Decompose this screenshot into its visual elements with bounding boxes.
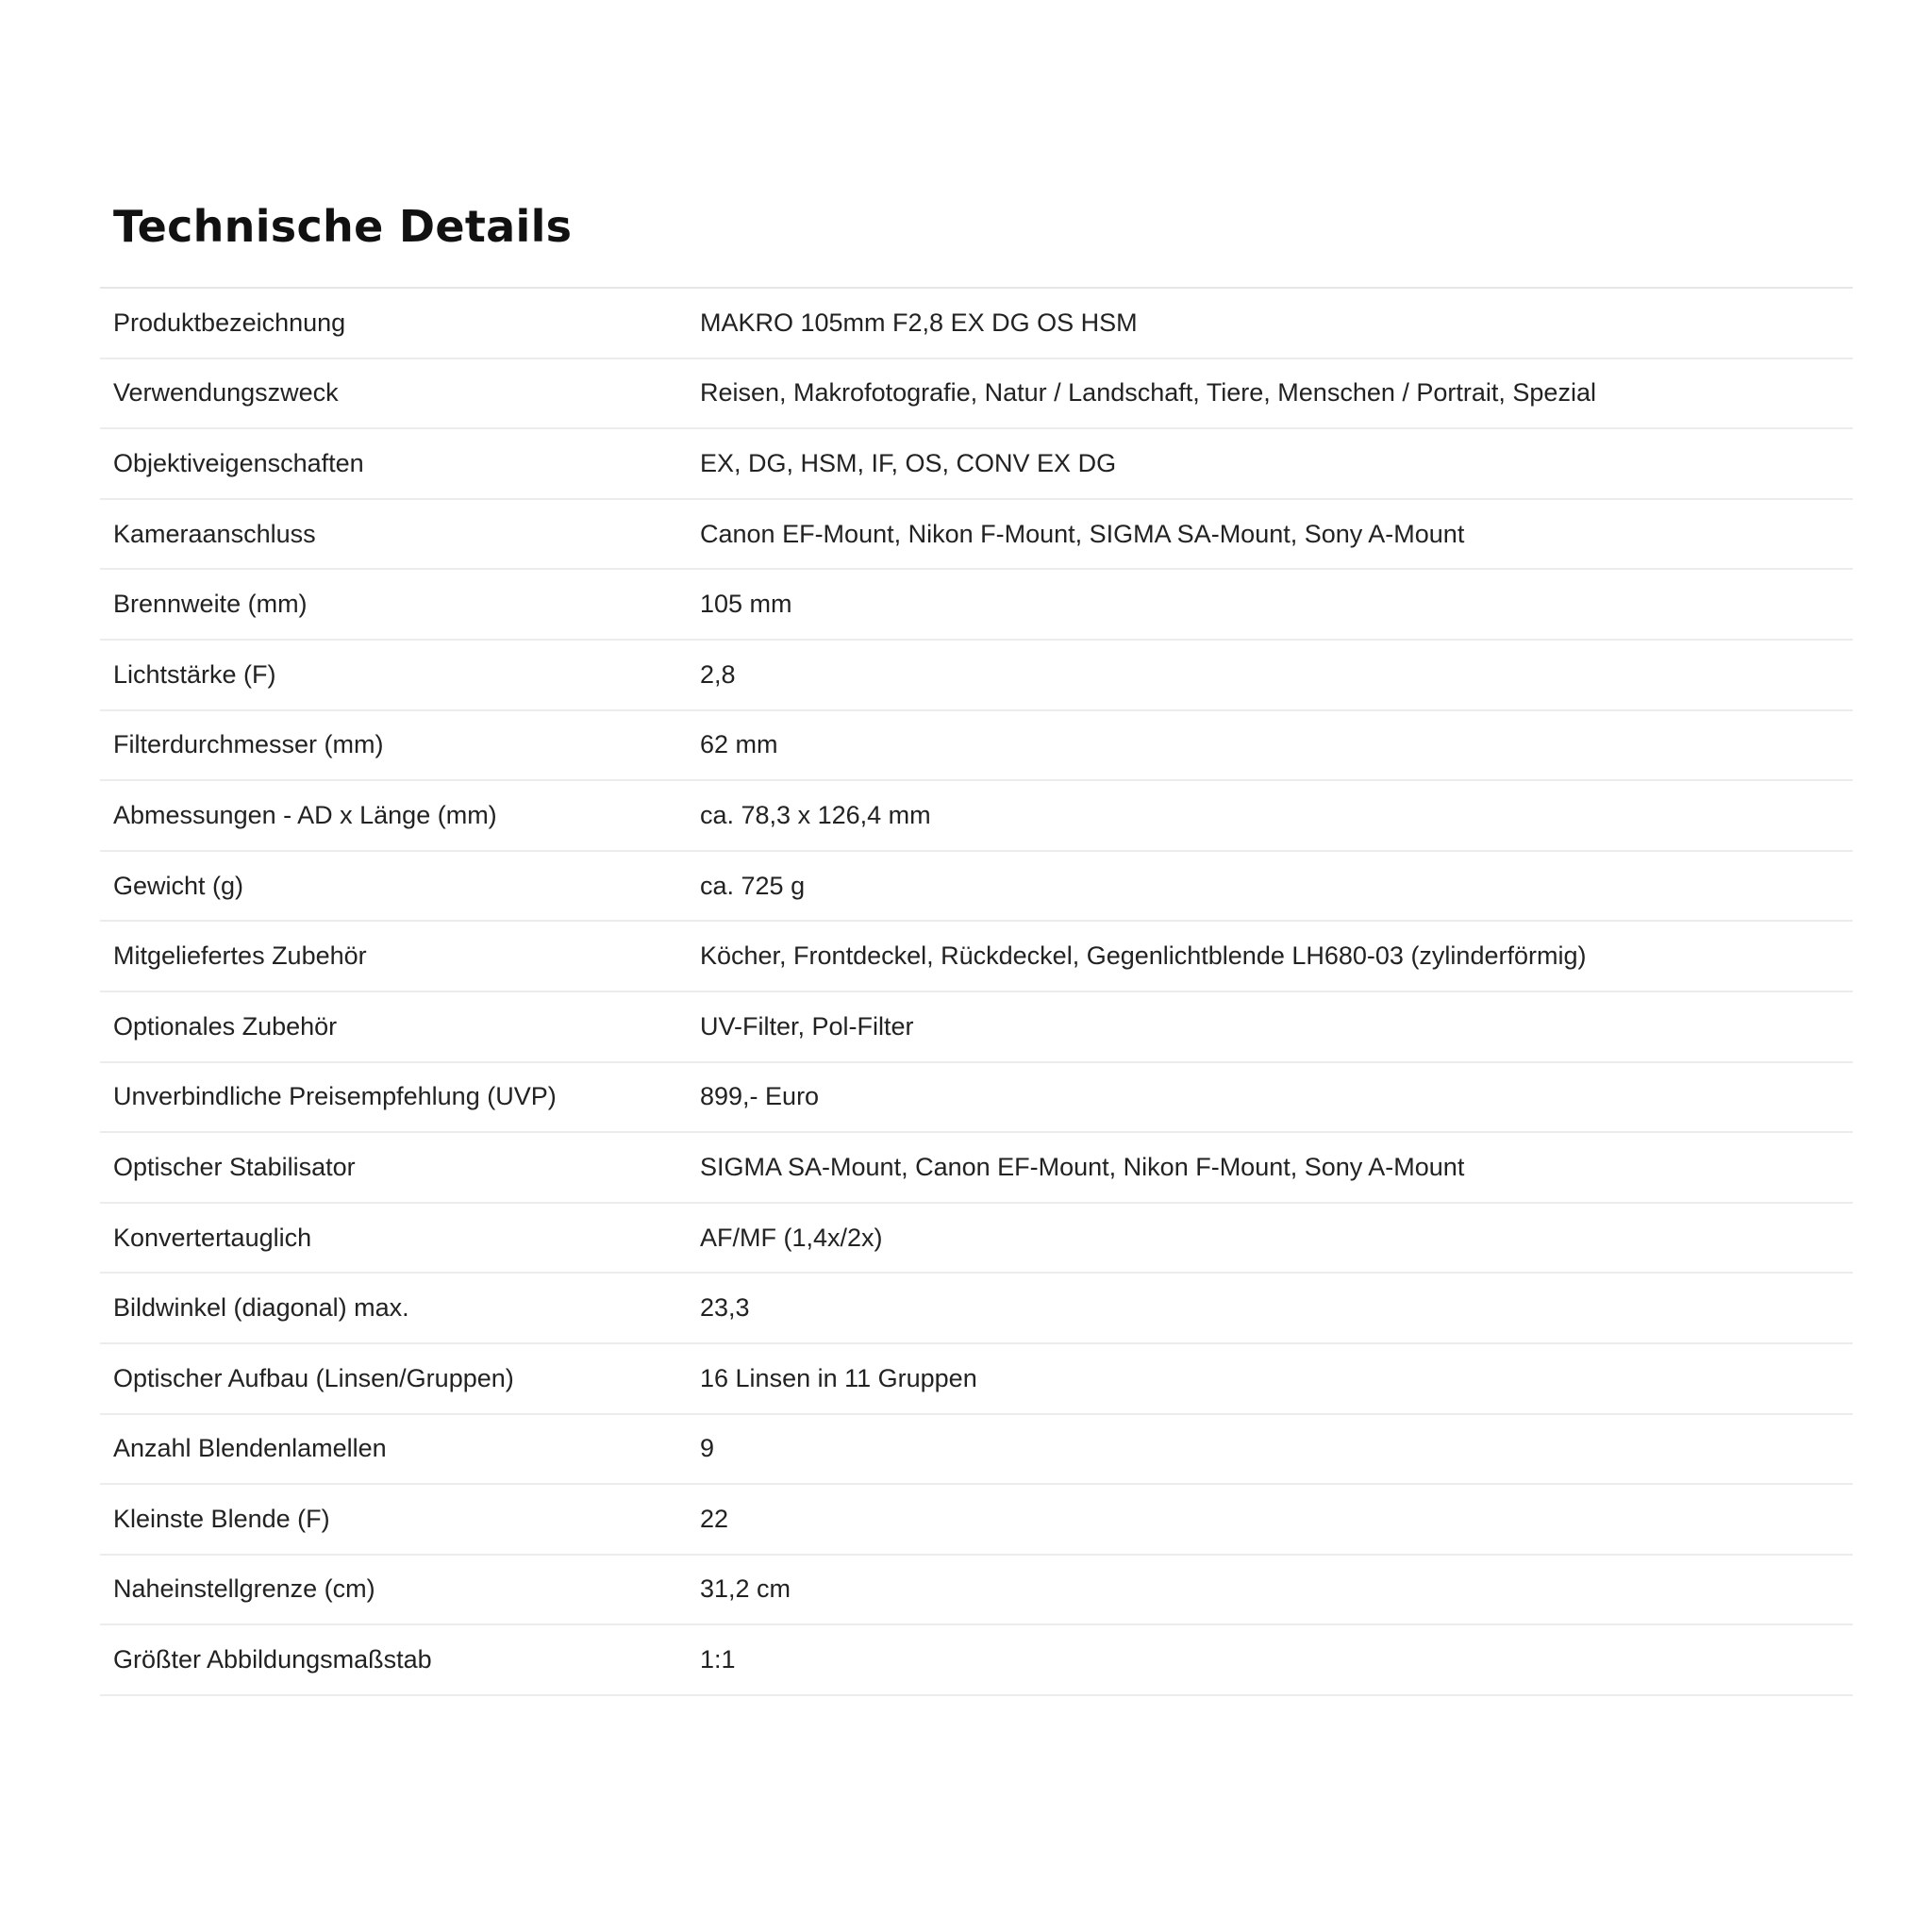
- section-title: Technische Details: [113, 201, 573, 252]
- spec-label: Verwendungszweck: [113, 378, 339, 408]
- table-row: [100, 570, 1853, 641]
- table-row: [100, 289, 1853, 359]
- technical-details-section: [100, 189, 1853, 1696]
- spec-label: Mitgeliefertes Zubehör: [113, 941, 367, 971]
- spec-label: Produktbezeichnung: [113, 308, 346, 337]
- spec-label: Optionales Zubehör: [113, 1011, 338, 1041]
- table-row: [100, 500, 1853, 571]
- spec-label: Unverbindliche Preisempfehlung (UVP): [113, 1082, 557, 1111]
- spec-label: Brennweite (mm): [113, 590, 308, 619]
- table-row: [100, 641, 1853, 711]
- spec-value: 899,- Euro: [700, 1082, 820, 1111]
- table-row: [100, 992, 1853, 1063]
- spec-value: SIGMA SA-Mount, Canon EF-Mount, Nikon F-Mount, Sony A-Mount: [700, 1152, 1465, 1181]
- spec-value: 9: [700, 1434, 715, 1463]
- spec-label: Größter Abbildungsmaßstab: [113, 1645, 432, 1674]
- spec-value: 2,8: [700, 659, 736, 689]
- spec-value: 16 Linsen in 11 Gruppen: [700, 1363, 977, 1392]
- spec-value: AF/MF (1,4x/2x): [700, 1223, 883, 1252]
- table-row: [100, 1415, 1853, 1486]
- spec-label: Filterdurchmesser (mm): [113, 730, 384, 759]
- table-row: [100, 1485, 1853, 1556]
- table-row: [100, 852, 1853, 923]
- spec-value: Köcher, Frontdeckel, Rückdeckel, Gegenlichtblende LH680-03 (zylinderförmig): [700, 941, 1587, 971]
- spec-value: MAKRO 105mm F2,8 EX DG OS HSM: [700, 308, 1138, 337]
- spec-label: Kameraanschluss: [113, 519, 316, 548]
- spec-label: Optischer Aufbau (Linsen/Gruppen): [113, 1363, 514, 1392]
- spec-value: 105 mm: [700, 590, 792, 619]
- spec-value: UV-Filter, Pol-Filter: [700, 1011, 914, 1041]
- spec-value: 1:1: [700, 1645, 736, 1674]
- table-row: [100, 1625, 1853, 1696]
- table-row: [100, 1274, 1853, 1344]
- table-row: [100, 1204, 1853, 1274]
- spec-label: Kleinste Blende (F): [113, 1504, 330, 1533]
- table-row: [100, 429, 1853, 500]
- spec-value: 23,3: [700, 1293, 750, 1323]
- table-row: [100, 711, 1853, 782]
- spec-label: Bildwinkel (diagonal) max.: [113, 1293, 409, 1323]
- spec-label: Objektiveigenschaften: [113, 448, 364, 477]
- spec-label: Lichtstärke (F): [113, 659, 276, 689]
- spec-value: EX, DG, HSM, IF, OS, CONV EX DG: [700, 448, 1117, 477]
- spec-value: Reisen, Makrofotografie, Natur / Landschaft, Tiere, Menschen / Portrait, Spezial: [700, 378, 1596, 408]
- spec-value: Canon EF-Mount, Nikon F-Mount, SIGMA SA-Mount, Sony A-Mount: [700, 519, 1465, 548]
- spec-value: 31,2 cm: [700, 1574, 791, 1604]
- spec-label: Abmessungen - AD x Länge (mm): [113, 800, 497, 829]
- table-row: [100, 922, 1853, 992]
- spec-value: 62 mm: [700, 730, 778, 759]
- table-row: [100, 359, 1853, 430]
- table-row: [100, 1063, 1853, 1134]
- spec-table: [100, 287, 1853, 1696]
- spec-value: ca. 78,3 x 126,4 mm: [700, 800, 931, 829]
- table-row: [100, 1133, 1853, 1204]
- table-row: [100, 781, 1853, 852]
- table-row: [100, 1556, 1853, 1626]
- spec-label: Anzahl Blendenlamellen: [113, 1434, 387, 1463]
- spec-label: Optischer Stabilisator: [113, 1152, 356, 1181]
- spec-label: Konvertertauglich: [113, 1223, 312, 1252]
- spec-value: ca. 725 g: [700, 871, 806, 900]
- table-row: [100, 1344, 1853, 1415]
- spec-value: 22: [700, 1504, 729, 1533]
- spec-label: Naheinstellgrenze (cm): [113, 1574, 375, 1604]
- spec-label: Gewicht (g): [113, 871, 244, 900]
